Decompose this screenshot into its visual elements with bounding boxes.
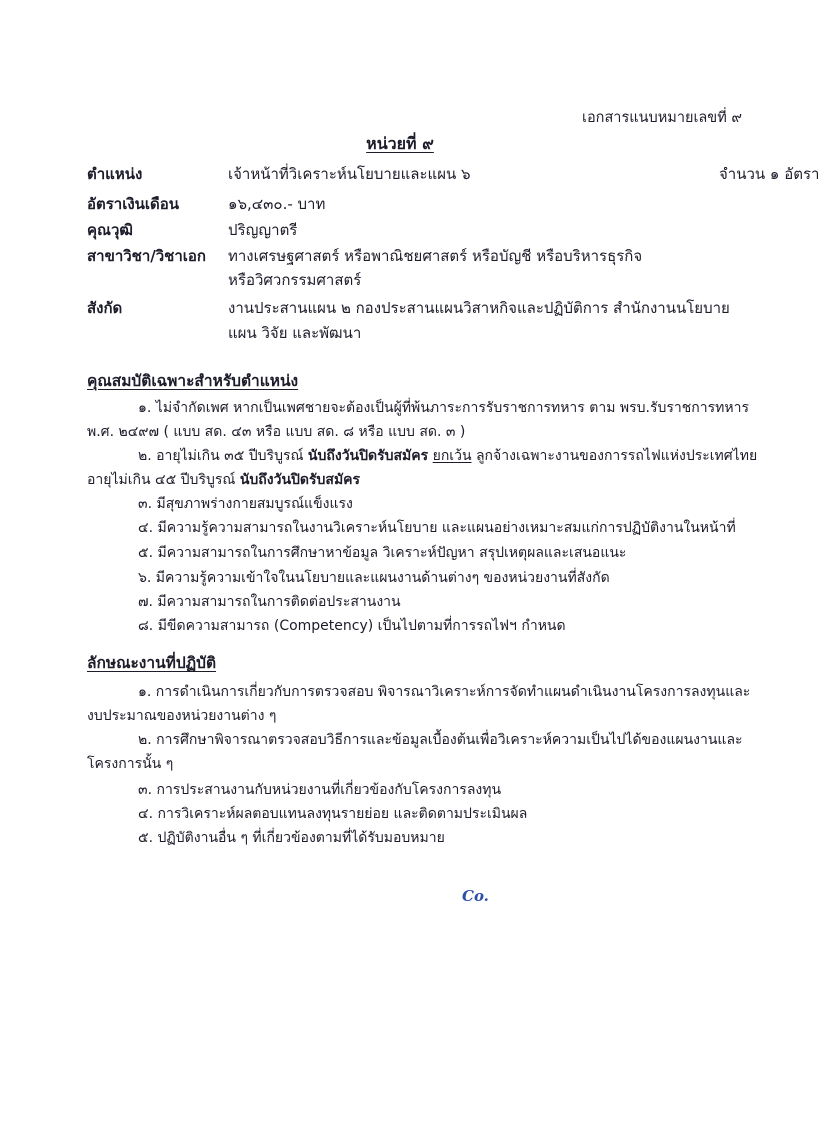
qualification-item-2	[138, 444, 757, 468]
qualification-item-8: ๘. มีขีดความสามารถ (Competency) เป็นไปตามที่การรถไฟฯ กำหนด	[138, 618, 566, 634]
qualification-item-3: ๓. มีสุขภาพร่างกายสมบูรณ์แข็งแรง	[138, 496, 353, 512]
salary-value: ๑๖,๔๓๐.- บาท	[228, 195, 326, 213]
duty-item-2-cont: โครงการนั้น ๆ	[87, 756, 174, 772]
qualification-2-part-e: ลูกจ้างเฉพาะงานของการรถไฟแห่งประเทศไทย	[471, 448, 758, 464]
duty-item-5: ๕. ปฏิบัติงานอื่น ๆ ที่เกี่ยวข้องตามที่ได้รับมอบหมาย	[138, 830, 445, 846]
major-value-line1: ทางเศรษฐศาสตร์ หรือพาณิชยศาสตร์ หรือบัญชี หรือบริหารธุรกิจ	[228, 247, 643, 265]
qualification-item-2-cont	[87, 468, 360, 492]
affiliation-value-line2: แผน วิจัย และพัฒนา	[228, 324, 362, 342]
major-label: สาขาวิชา/วิชาเอก	[87, 247, 207, 265]
duty-item-1: ๑. การดำเนินการเกี่ยวกับการตรวจสอบ พิจารณาวิเคราะห์การจัดทำแผนดำเนินงานโครงการลงทุนและ	[138, 684, 751, 700]
degree-value: ปริญญาตรี	[228, 221, 298, 239]
duty-item-2: ๒. การศึกษาพิจารณาตรวจสอบวิธีการและข้อมูลเบื้องต้นเพื่อวิเคราะห์ความเป็นไปได้ของแผนงานและ	[138, 732, 743, 748]
qualification-2-line2-a: อายุไม่เกิน ๔๕ ปีบริบูรณ์	[87, 472, 240, 488]
affiliation-value-line1: งานประสานแผน ๒ กองประสานแผนวิสาหกิจและปฏิบัติการ สำนักงานนโยบาย	[228, 299, 730, 317]
unit-title	[0, 132, 800, 157]
position-value: เจ้าหน้าที่วิเคราะห์นโยบายและแผน ๖	[228, 165, 471, 183]
major-value-line2: หรือวิศวกรรมศาสตร์	[228, 271, 362, 289]
unit-title-text: หน่วยที่ ๙	[366, 134, 434, 153]
qualification-item-6: ๖. มีความรู้ความเข้าใจในนโยบายและแผนงานด้านต่างๆ ของหน่วยงานที่สังกัด	[138, 570, 610, 586]
qualification-item-1-cont: พ.ศ. ๒๔๙๗ ( แบบ สด. ๔๓ หรือ แบบ สด. ๘ หรือ แบบ สด. ๓ )	[87, 424, 466, 440]
qualification-2-part-a: ๒. อายุไม่เกิน ๓๕ ปีบริบูรณ์	[138, 448, 308, 464]
duty-item-4: ๔. การวิเคราะห์ผลตอบแทนลงทุนรายย่อย และติดตามประเมินผล	[138, 806, 528, 822]
duty-item-1-cont: งบประมาณของหน่วยงานต่าง ๆ	[87, 708, 277, 724]
qualification-item-7: ๗. มีความสามารถในการติดต่อประสานงาน	[138, 594, 401, 610]
signature-initial: Co.	[462, 887, 489, 905]
qualification-item-5: ๕. มีความสามารถในการศึกษาหาข้อมูล วิเคราะห์ปัญหา สรุปเหตุผลและเสนอแนะ	[138, 545, 627, 561]
qualifications-heading: คุณสมบัติเฉพาะสำหรับตำแหน่ง	[87, 372, 299, 390]
qualification-item-4: ๔. มีความรู้ความสามารถในงานวิเคราะห์นโยบาย และแผนอย่างเหมาะสมแก่การปฏิบัติงานในหน้าที่	[138, 520, 736, 536]
position-count: จำนวน ๑ อัตรา	[719, 165, 819, 183]
degree-label: คุณวุฒิ	[87, 221, 133, 239]
position-label: ตำแหน่ง	[87, 165, 143, 183]
qualification-2-exception: ยกเว้น	[432, 448, 472, 464]
duties-heading: ลักษณะงานที่ปฏิบัติ	[87, 654, 217, 672]
document-reference: เอกสารแนบหมายเลขที่ ๙	[582, 110, 742, 126]
duty-item-3: ๓. การประสานงานกับหน่วยงานที่เกี่ยวข้องกับโครงการลงทุน	[138, 782, 502, 798]
salary-label: อัตราเงินเดือน	[87, 195, 180, 213]
qualification-2-part-b: นับถึงวันปิดรับสมัคร	[307, 448, 429, 464]
affiliation-label: สังกัด	[87, 299, 123, 317]
qualification-2-line2-b: นับถึงวันปิดรับสมัคร	[239, 472, 361, 488]
qualification-item-1: ๑. ไม่จำกัดเพศ หากเป็นเพศชายจะต้องเป็นผู้ที่พ้นภาระการรับราชการทหาร ตาม พรบ.รับราชการทหาร	[138, 400, 749, 416]
